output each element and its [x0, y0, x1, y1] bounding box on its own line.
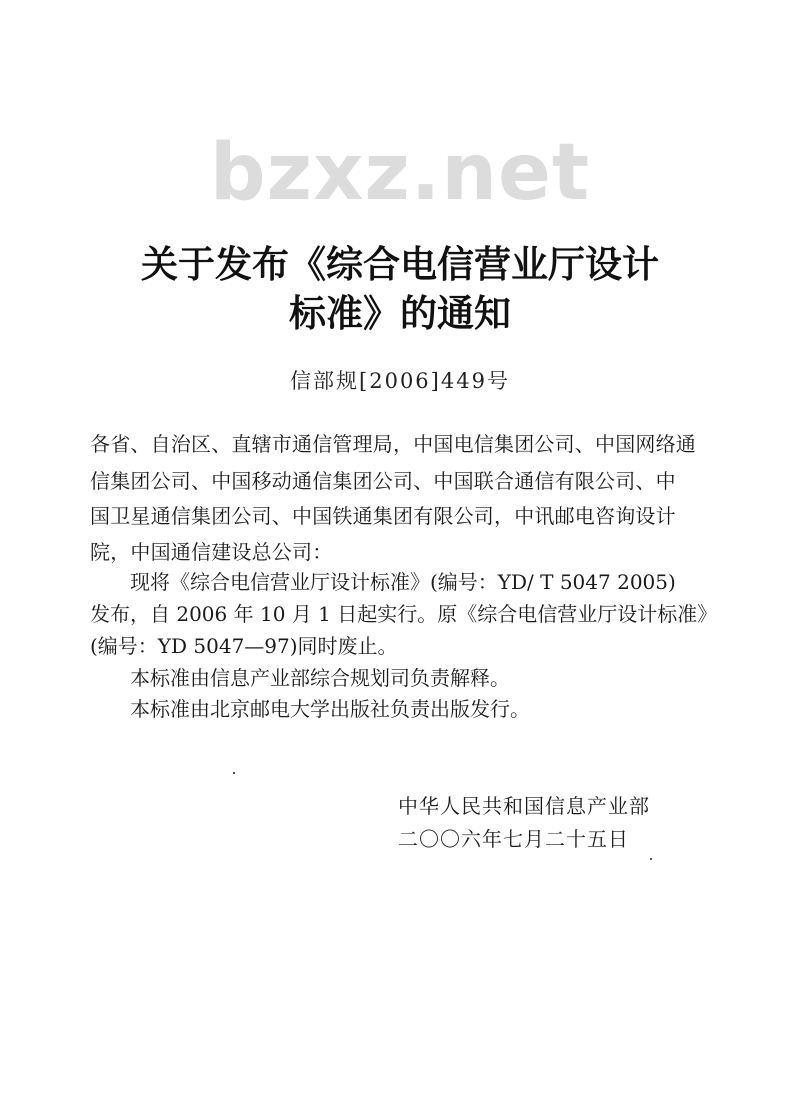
- signature-date: 二〇〇六年七月二十五日: [398, 827, 629, 851]
- paragraph-1-line-3: (编号：YD 5047—97)同时废止。: [90, 634, 398, 658]
- scan-speck: [650, 858, 652, 860]
- paragraph-2: 本标准由信息产业部综合规划司负责解释。: [130, 666, 510, 690]
- addressee-line-3: 国卫星通信集团公司、中国铁通集团有限公司，中讯邮电咨询设计: [90, 504, 676, 528]
- paragraph-1-line-1: 现将《综合电信营业厅设计标准》(编号：YD/ T 5047 2005): [130, 570, 676, 594]
- document-number: 信部规[2006]449号: [290, 369, 510, 393]
- watermark: bzxz.net: [209, 128, 591, 218]
- title-line-1: 关于发布《综合电信营业厅设计: [141, 243, 659, 286]
- addressee-line-1: 各省、自治区、直辖市通信管理局，中国电信集团公司、中国网络通: [90, 432, 696, 456]
- signature-organization: 中华人民共和国信息产业部: [398, 794, 650, 818]
- addressee-line-4: 院，中国通信建设总公司：: [90, 540, 333, 564]
- paragraph-3: 本标准由北京邮电大学出版社负责出版发行。: [130, 697, 530, 721]
- addressee-line-2: 信集团公司、中国移动通信集团公司、中国联合通信有限公司、中: [90, 469, 676, 493]
- paragraph-1-line-2: 发布，自 2006 年 10 月 1 日起实行。原《综合电信营业厅设计标准》: [90, 602, 718, 626]
- title-line-2: 标准》的通知: [289, 292, 511, 335]
- scan-speck: [233, 772, 235, 774]
